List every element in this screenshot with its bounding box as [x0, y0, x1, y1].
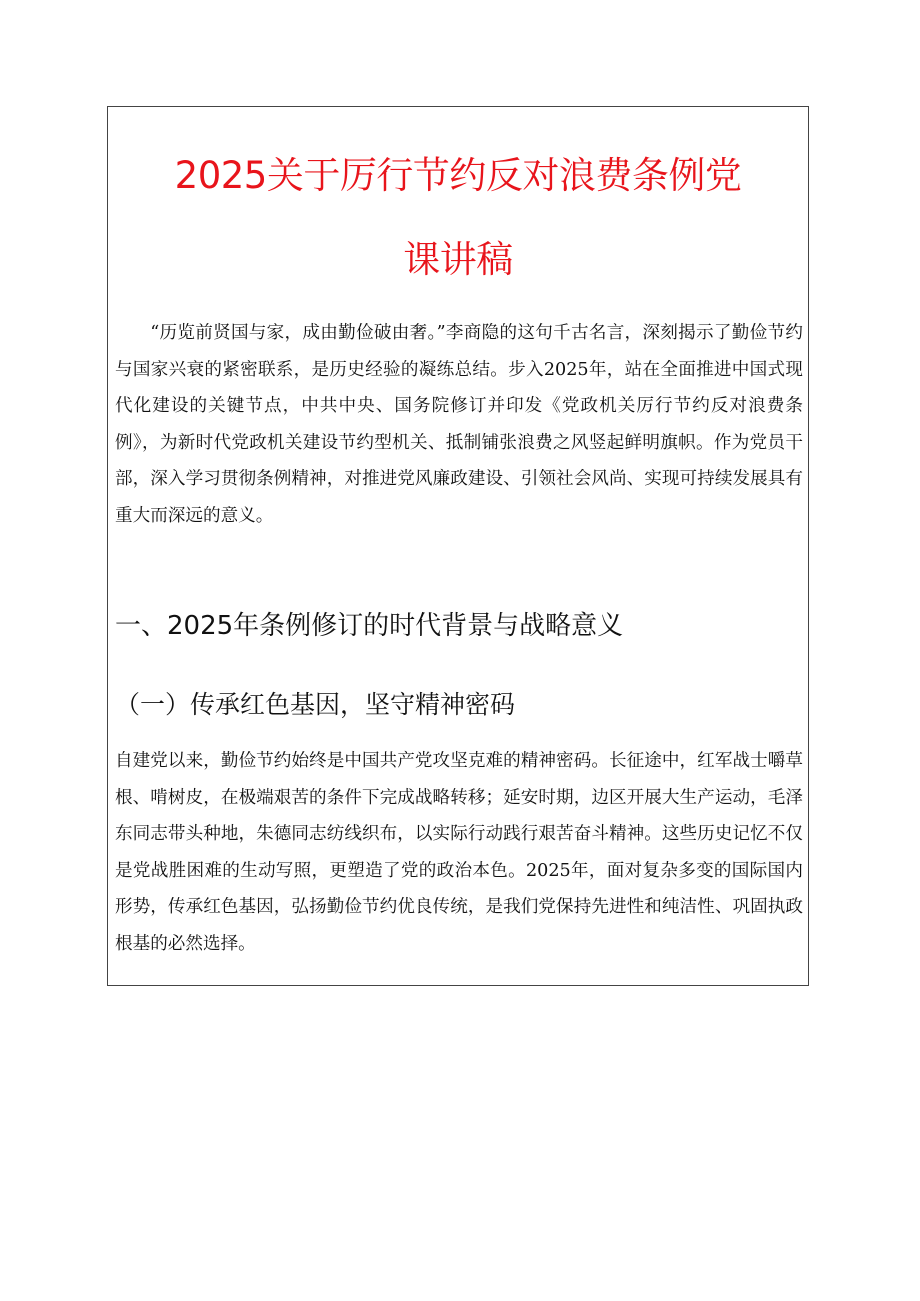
subsection-heading: （一）传承红色基因，坚守精神密码	[115, 690, 516, 719]
document-title-line1: 2025关于厉行节约反对浪费条例党	[174, 154, 742, 197]
document-frame	[107, 106, 809, 986]
subsection-paragraph: 自建党以来，勤俭节约始终是中国共产党攻坚克难的精神密码。长征途中，红军战士嚼草根、啃树皮，在极端艰苦的条件下完成战略转移；延安时期，边区开展大生产运动，毛泽东同志带头种地，朱德同志纺线织布，以实际行动践行艰苦奋斗精神。这些历史记忆不仅是党战胜困难的生动写照，更塑造了党的政治本色。2025年，面对复杂多变的国际国内形势，传承红色基因，弘扬勤俭节约优良传统，是我们党保持先进性和纯洁性、巩固执政根基的必然选择。	[115, 751, 803, 954]
section-heading: 一、2025年条例修订的时代背景与战略意义	[115, 611, 624, 641]
intro-paragraph: “历览前贤国与家，成由勤俭破由奢。”李商隐的这句千古名言，深刻揭示了勤俭节约与国家兴衰的紧密联系，是历史经验的凝练总结。步入2025年，站在全面推进中国式现代化建设的关键节点，中共中央、国务院修订并印发《党政机关厉行节约反对浪费条例》，为新时代党政机关建设节约型机关、抵制铺张浪费之风竖起鲜明旗帜。作为党员干部，深入学习贯彻条例精神，对推进党风廉政建设、引领社会风尚、实现可持续发展具有重大而深远的意义。	[115, 323, 803, 526]
document-title-line2: 课讲稿	[403, 238, 513, 281]
